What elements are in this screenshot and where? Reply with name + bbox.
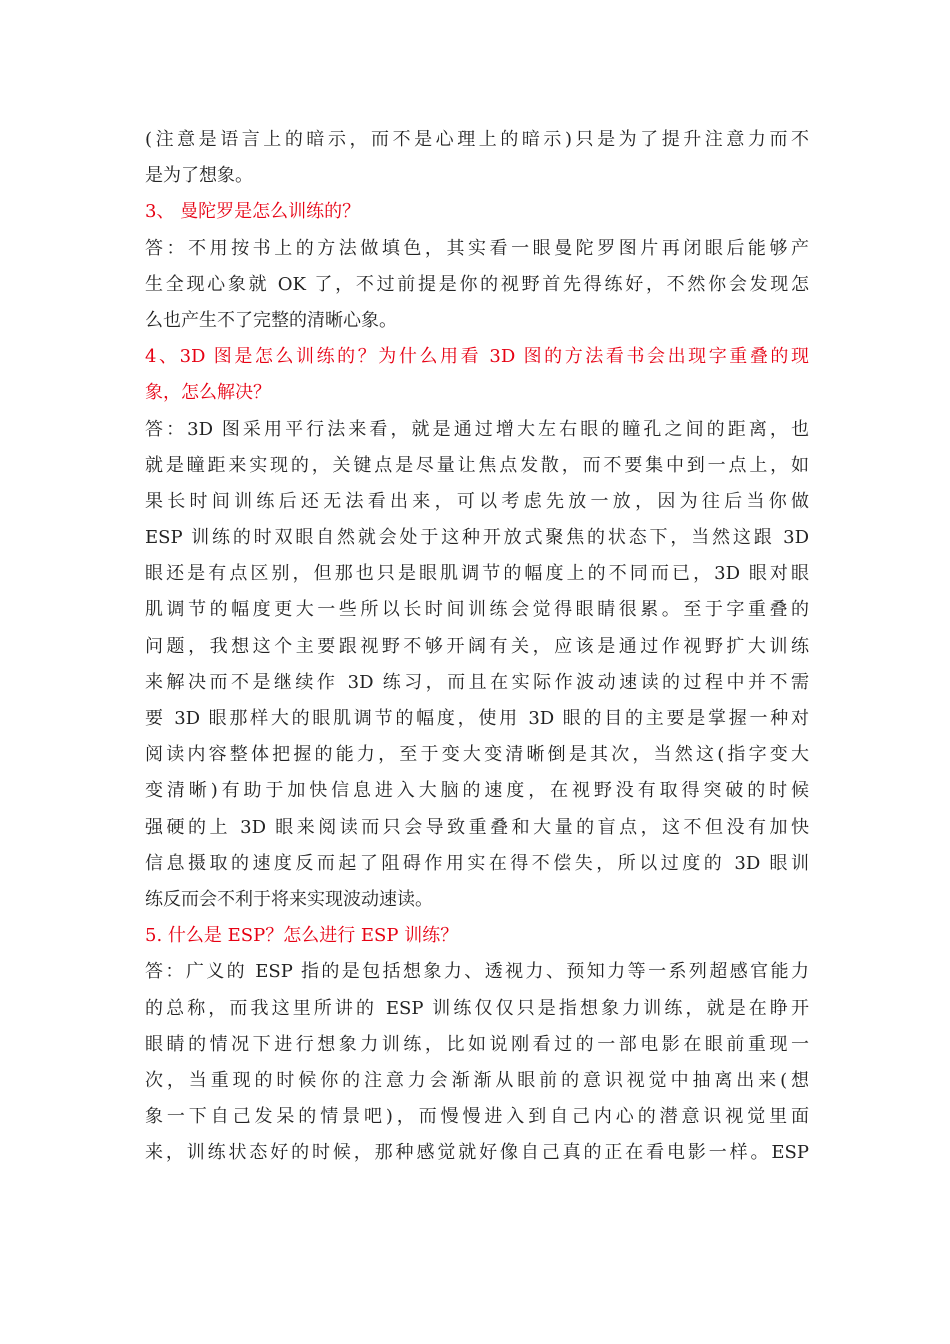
- section-heading: 5. 什么是 ESP？怎么进行 ESP 训练？: [145, 925, 459, 947]
- text-line: 强硬的上 3D 眼来阅读而只会导致重叠和大量的盲点，这不但没有加快: [145, 816, 809, 838]
- text-line: 答：广义的 ESP 指的是包括想象力、透视力、预知力等一系列超感官能力: [145, 961, 809, 983]
- text-line: 次，当重现的时候你的注意力会渐渐从眼前的意识视觉中抽离出来(想: [145, 1069, 809, 1091]
- text-line: 来解决而不是继续作 3D 练习，而且在实际作波动速读的过程中并不需: [145, 671, 809, 693]
- text-line: 答：3D 图采用平行法来看，就是通过增大左右眼的瞳孔之间的距离，也: [145, 418, 809, 440]
- text-line: 眼还是有点区别，但那也只是眼肌调节的幅度上的不同而已，3D 眼对眼: [145, 563, 809, 585]
- section-heading: 3、 曼陀罗是怎么训练的？: [145, 201, 361, 223]
- text-line: 来，训练状态好的时候，那种感觉就好像自己真的正在看电影一样。ESP: [145, 1142, 809, 1164]
- text-line: 就是瞳距来实现的，关键点是尽量让焦点发散，而不要集中到一点上，如: [145, 454, 809, 476]
- text-line: 么也产生不了完整的清晰心象。: [145, 309, 397, 331]
- text-line: 肌调节的幅度更大一些所以长时间训练会觉得眼睛很累。至于字重叠的: [145, 599, 809, 621]
- text-line: 眼睛的情况下进行想象力训练，比如说刚看过的一部电影在眼前重现一: [145, 1033, 809, 1055]
- section-heading: 象，怎么解决？: [145, 382, 271, 404]
- text-line: 要 3D 眼那样大的眼肌调节的幅度，使用 3D 眼的目的主要是掌握一种对: [145, 708, 809, 729]
- text-line: 是为了想象。: [145, 165, 253, 187]
- text-line: (注意是语言上的暗示，而不是心理上的暗示)只是为了提升注意力而不: [145, 129, 809, 150]
- section-heading: 4、3D 图是怎么训练的？为什么用看 3D 图的方法看书会出现字重叠的现: [145, 346, 809, 368]
- text-line: 果长时间训练后还无法看出来，可以考虑先放一放，因为往后当你做: [145, 490, 809, 512]
- text-line: ESP 训练的时双眼自然就会处于这种开放式聚焦的状态下，当然这跟 3D: [145, 527, 809, 549]
- text-line: 阅读内容整体把握的能力，至于变大变清晰倒是其次，当然这(指字变大: [145, 744, 809, 766]
- document-body: [145, 122, 809, 1171]
- text-line: 变清晰)有助于加快信息进入大脑的速度，在视野没有取得突破的时候: [145, 780, 809, 802]
- text-line: 生全现心象就 OK 了，不过前提是你的视野首先得练好，不然你会发现怎: [145, 273, 809, 295]
- text-line: 问题，我想这个主要跟视野不够开阔有关，应该是通过作视野扩大训练: [145, 635, 809, 657]
- text-line: 信息摄取的速度反而起了阻碍作用实在得不偿失，所以过度的 3D 眼训: [145, 852, 809, 874]
- text-line: 象一下自己发呆的情景吧)，而慢慢进入到自己内心的潜意识视觉里面: [145, 1106, 809, 1128]
- text-line: 的总称，而我这里所讲的 ESP 训练仅仅只是指想象力训练，就是在睁开: [145, 997, 809, 1019]
- text-line: 练反而会不利于将来实现波动速读。: [145, 888, 433, 910]
- text-line: 答：不用按书上的方法做填色，其实看一眼曼陀罗图片再闭眼后能够产: [145, 237, 809, 259]
